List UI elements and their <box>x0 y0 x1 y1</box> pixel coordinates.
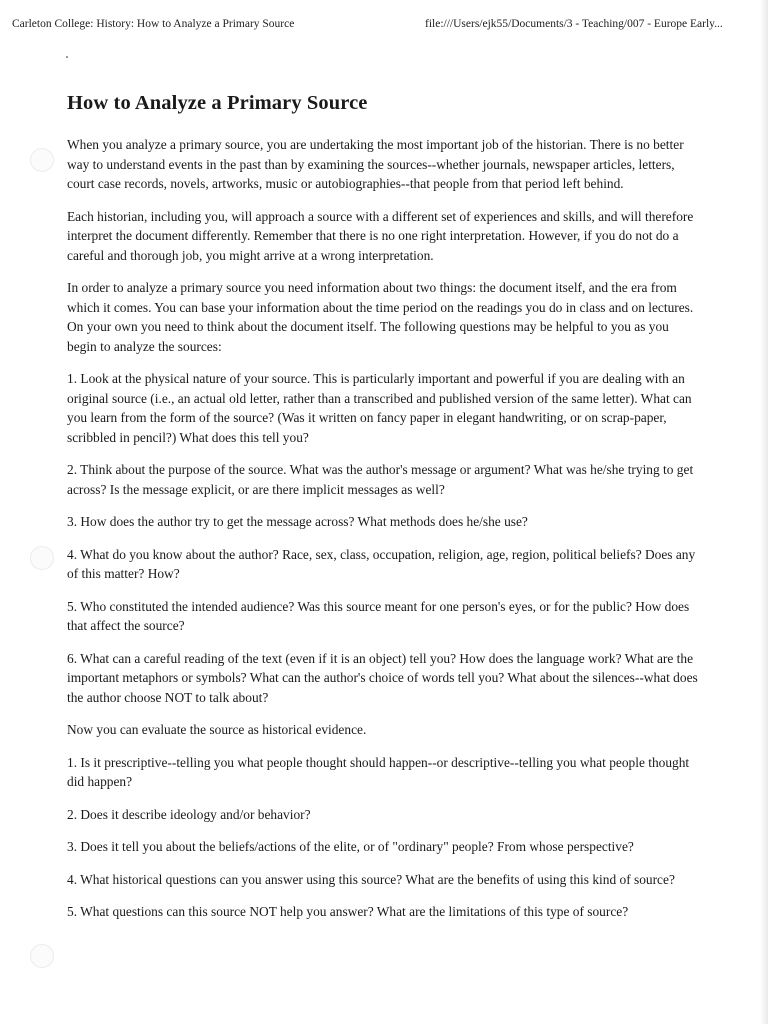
header-page-title: Carleton College: History: How to Analyze a Primary Source <box>12 18 295 30</box>
document-body <box>67 92 699 935</box>
analysis-question: 3. How does the author try to get the message across? What methods does he/she use? <box>67 514 528 529</box>
page-edge-shadow <box>760 0 768 1024</box>
evaluation-question: 1. Is it prescriptive--telling you what people thought should happen--or descriptive--telling you what people thought did happen? <box>67 754 690 789</box>
intro-paragraph: Each historian, including you, will approach a source with a different set of experiences and skills, and will therefore interpret the document differently. Remember that there is no one right interpretation. However, if you do not do a careful and thorough job, you might arrive at a wrong interpretation. <box>67 208 694 263</box>
punch-hole-mark <box>30 944 54 968</box>
analysis-question: 6. What can a careful reading of the text (even if it is an object) tell you? How does the language work? What are the important metaphors or symbols? What can the author's choice of words tell you? What about the silences--what does the author choose NOT to talk about? <box>67 650 698 705</box>
evaluation-question: 4. What historical questions can you answer using this source? What are the benefits of using this kind of source? <box>67 871 675 887</box>
evaluation-question: 2. Does it describe ideology and/or behavior? <box>67 806 311 822</box>
print-header <box>12 18 756 38</box>
analysis-question: 1. Look at the physical nature of your source. This is particularly important and powerful if you are dealing with an original source (i.e., an actual old letter, rather than a transcribed and published version of the same letter). What can you learn from the form of the source? (Was it written on fancy paper in elegant handwriting, or on scrap-paper, scribbled in pencil?) What does this tell you? <box>67 371 692 445</box>
analysis-question: 2. Think about the purpose of the source. What was the author's message or argument? What was he/she trying to get across? Is the message explicit, or are there implicit messages as well? <box>67 462 694 497</box>
evaluation-intro: Now you can evaluate the source as historical evidence. <box>67 722 367 737</box>
evaluation-question: 5. What questions can this source NOT help you answer? What are the limitations of this type of source? <box>67 904 629 919</box>
analysis-question: 4. What do you know about the author? Race, sex, class, occupation, religion, age, region, political beliefs? Does any of this matter? How? <box>67 546 696 581</box>
analysis-question: 5. Who constituted the intended audience? Was this source meant for one person's eyes, or for the public? How does that affect the source? <box>67 598 690 633</box>
intro-paragraph: When you analyze a primary source, you are undertaking the most important job of the historian. There is no better way to understand events in the past than by examining the sources--whether journals, newspaper articles, letters, court case records, novels, artworks, music or autobiographies--that people from that period left behind. <box>67 137 684 191</box>
punch-hole-mark <box>30 148 54 172</box>
punch-hole-mark <box>30 546 54 570</box>
document-title: How to Analyze a Primary Source <box>67 92 368 114</box>
intro-paragraph: In order to analyze a primary source you need information about two things: the document itself, and the era from which it comes. You can base your information about the time period on the readings you do in class and on lectures. On your own you need to think about the document itself. The following questions may be helpful to you as you begin to analyze the sources: <box>67 280 694 354</box>
scan-speck <box>66 56 68 58</box>
evaluation-question: 3. Does it tell you about the beliefs/actions of the elite, or of "ordinary" people? From whose perspective? <box>67 839 634 854</box>
header-file-path: file:///Users/ejk55/Documents/3 - Teaching/007 - Europe Early... <box>425 18 723 30</box>
